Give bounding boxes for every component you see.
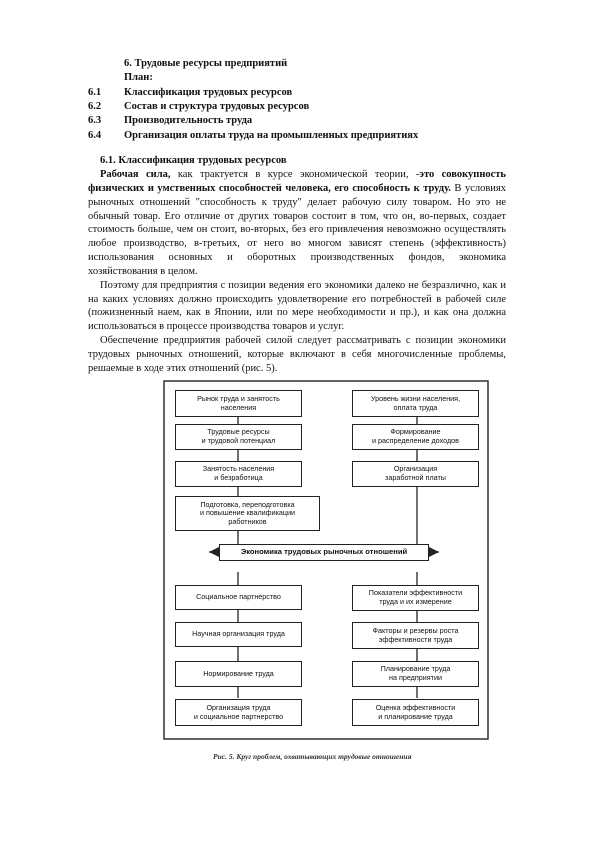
box-center-labor-economics: Экономика трудовых рыночных отношений xyxy=(219,544,429,561)
plan-list xyxy=(88,86,528,143)
box-labor-org-partnership: Организация труда и социальное партнерство xyxy=(175,699,302,726)
box-labor-resources: Трудовые ресурсы и трудовой потенциал xyxy=(175,424,302,450)
plan-item-text: Организация оплаты труда на промышленных предприятиях xyxy=(124,129,419,141)
box-scientific-labor-organization: Научная организация труда xyxy=(175,622,302,647)
box-efficiency-factors: Факторы и резервы роста эффективности труда xyxy=(352,622,479,649)
chapter-title: 6. Трудовые ресурсы предприятий xyxy=(124,58,288,69)
box-training-qualification: Подготовка, переподготовка и повышение квалификации работников xyxy=(175,496,320,531)
box-labor-planning: Планирование труда на предприятии xyxy=(352,661,479,687)
paragraph xyxy=(88,168,506,279)
box-living-standards: Уровень жизни населения, оплата труда xyxy=(352,390,479,417)
paragraph: Обеспечение предприятия рабочей силой следует рассматривать с позиции экономики трудовых рыночных отношений, которые включают в себя многочисленные проблемы, решаемые в ходе этих отношений (рис. 5). xyxy=(88,335,506,374)
plan-item-number: 6.2 xyxy=(88,101,102,113)
section-title: 6.1. Классификация трудовых ресурсов xyxy=(100,155,287,166)
paragraph-text: как трактуется в курсе экономической теории, - xyxy=(170,169,420,180)
plan-item-number: 6.3 xyxy=(88,115,102,127)
box-efficiency-evaluation: Оценка эффективности и планирование труда xyxy=(352,699,479,726)
plan-item-text: Состав и структура трудовых ресурсов xyxy=(124,101,310,113)
definition-bold: это совокупность физических и умственных способностей человека, его способность к труду. xyxy=(88,169,506,194)
box-efficiency-indicators: Показатели эффективности труда и их измерение xyxy=(352,585,479,611)
figure-caption: Рис. 5. Круг проблем, охватывающих трудовые отношения xyxy=(213,752,412,761)
paragraph: Поэтому для предприятия с позиции ведения его экономики далеко не безразлично, как и на каких условиях должно происходить удовлетворение его потребностей в рабочей силе (пожизненный наем, как в Японии, или по мере необходимости и пр.), и как она должна использоваться в процессе производства товаров и услуг. xyxy=(88,279,506,333)
plan-item xyxy=(88,100,528,114)
term-bold: Рабочая сила, xyxy=(100,169,171,180)
box-labor-market: Рынок труда и занятость населения xyxy=(175,390,302,417)
plan-item-text: Классификация трудовых ресурсов xyxy=(124,87,293,98)
box-social-partnership: Социальное партнерство xyxy=(175,585,302,610)
plan-item xyxy=(88,129,528,143)
plan-item xyxy=(88,86,528,100)
box-labor-rationing: Нормирование труда xyxy=(175,661,302,687)
plan-item xyxy=(88,114,528,128)
plan-item-number: 6.4 xyxy=(88,129,102,141)
plan-item-text: Производительность труда xyxy=(124,115,253,127)
labor-relations-diagram xyxy=(163,380,489,740)
box-wage-organization: Организация заработной платы xyxy=(352,461,479,487)
body-text xyxy=(88,168,506,376)
plan-label: План: xyxy=(124,72,153,83)
box-income-distribution: Формирование и распределение доходов xyxy=(352,424,479,450)
box-employment-unemployment: Занятость населения и безработица xyxy=(175,461,302,487)
paragraph-text: В условиях рыночных отношений "способность к труду" делает рабочую силу товаром. Но это не обычный товар. Его отличие от других товаров состоит в том, что он, во-первых, создает стоимость больше, чем он стоит, во-вторых, без его привлечения невозможно осуществлять любое производство, в-третьих, от него во многом зависят степень (эффективность) использования основных и оборотных производственных фондов, экономика хозяйствования в целом. xyxy=(88,182,506,277)
plan-item-number: 6.1 xyxy=(88,87,102,98)
